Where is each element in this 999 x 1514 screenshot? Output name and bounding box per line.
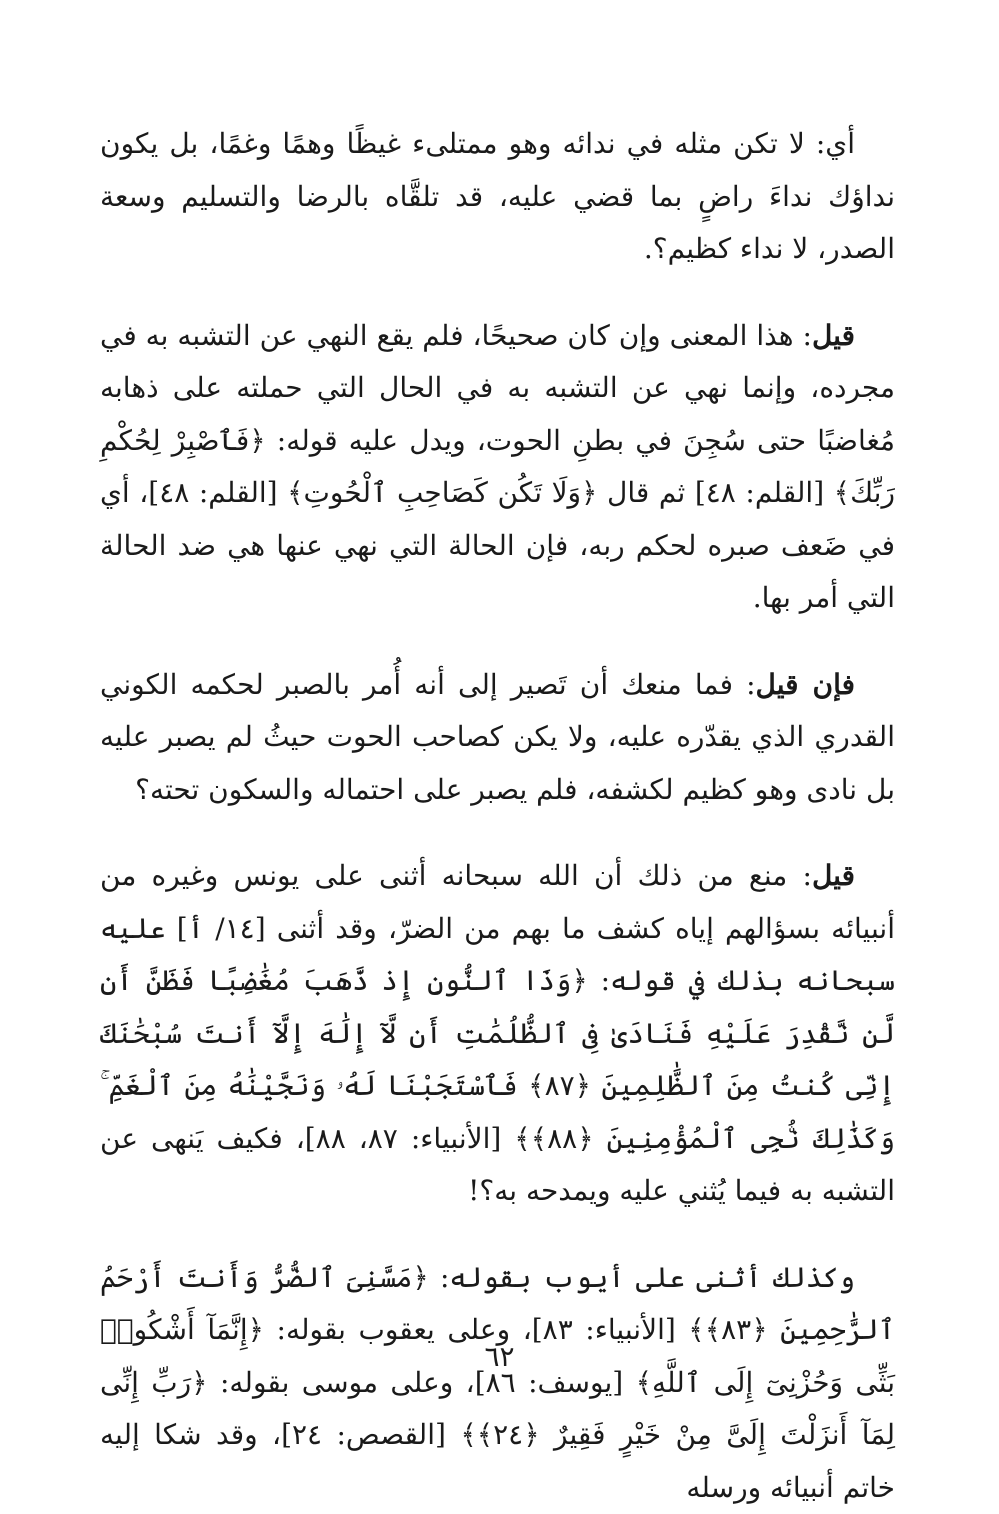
- paragraph-text: وكذلك أثنى على أيوب بقوله: ﴿مَسَّنِىَ ٱلضُّرُّ وَأَنتَ أَرْحَمُ ٱلرَّٰحِمِينَ ﴿٨٣﴾﴾ [الأنبياء: ٨٣]، وعلى يعقوب بقوله: ﴿إِنَّمَآ أَشْكُوا۟ بَثِّى وَحُزْنِىٓ إِلَى ٱللَّهِ﴾ [يوسف: ٨٦]، وعلى موسى بقوله: ﴿رَبِّ إِنِّى لِمَآ أَنزَلْتَ إِلَىَّ مِنْ خَيْرٍ فَقِيرٌ ﴿٢٤﴾﴾ [القصص: ٢٤]، وقد شكا إليه خاتم أنبيائه ورسله: [100, 1261, 895, 1504]
- paragraph-text: : هذا المعنى وإن كان صحيحًا، فلم يقع النهي عن التشبه به في مجرده، وإنما نهي عن التشبه به في الحال التي حملته على ذهابه مُغاضبًا حتى سُجِنَ في بطنِ الحوت، ويدل عليه قوله: ﴿فَٱصْبِرْ لِحُكْمِ رَبِّكَ﴾ [القلم: ٤٨] ثم قال ﴿وَلَا تَكُن كَصَاحِبِ ٱلْحُوتِ﴾ [القلم: ٤٨]، أي في ضَعف صبره لحكم ربه، فإن الحالة التي نهي عنها هي ضد الحالة التي أمر بها.: [100, 319, 895, 615]
- page-body: [100, 118, 895, 1378]
- paragraph-4: [100, 850, 895, 1218]
- paragraph-text: أي: لا تكن مثله في ندائه وهو ممتلىء غيظًا وهمًا وغمًا، بل يكون نداؤك نداءَ راضٍ بما قضي عليه، قد تلقَّاه بالرضا والتسليم وسعة الصدر، لا نداء كظيم؟.: [100, 127, 895, 265]
- paragraph-text: : منع من ذلك أن الله سبحانه أثنى على يونس وغيره من أنبيائه بسؤالهم إياه كشف ما بهم من الضرّ، وقد أثنى [١٤/ أ] عليه سبحانه بذلك في قوله: ﴿وَذَا ٱلنُّونِ إِذ ذَّهَبَ مُغَٰضِبًا فَظَنَّ أَن لَّن نَّقْدِرَ عَلَيْهِ فَنَادَىٰ فِى ٱلظُّلُمَٰتِ أَن لَّآ إِلَٰهَ إِلَّآ أَنتَ سُبْحَٰنَكَ إِنِّى كُنتُ مِنَ ٱلظَّٰلِمِينَ ﴿٨٧﴾ فَٱسْتَجَبْنَا لَهُۥ وَنَجَّيْنَٰهُ مِنَ ٱلْغَمِّ ۚ وَكَذَٰلِكَ نُۨجِى ٱلْمُؤْمِنِينَ ﴿٨٨﴾﴾ [الأنبياء: ٨٧، ٨٨]، فكيف يَنهى عن التشبه به فيما يُثني عليه ويمدحه به؟!: [100, 859, 895, 1207]
- paragraph-2: [100, 310, 895, 625]
- paragraph-3: [100, 659, 895, 817]
- paragraph-lead: قيل: [812, 319, 855, 352]
- page-number: ٦٢: [0, 1340, 999, 1373]
- paragraph-lead: قيل: [812, 859, 855, 892]
- paragraph-text: : فما منعك أن تَصير إلى أنه أُمر بالصبر لحكمه الكوني القدري الذي يقدّره عليه، ولا يكن كصاحب الحوت حيثُ لم يصبر عليه بل نادى وهو كظيم لكشفه، فلم يصبر على احتماله والسكون تحته؟: [100, 668, 895, 806]
- paragraph-5: [100, 1252, 895, 1514]
- paragraph-1: [100, 118, 895, 276]
- paragraph-lead: فإن قيل: [756, 668, 855, 701]
